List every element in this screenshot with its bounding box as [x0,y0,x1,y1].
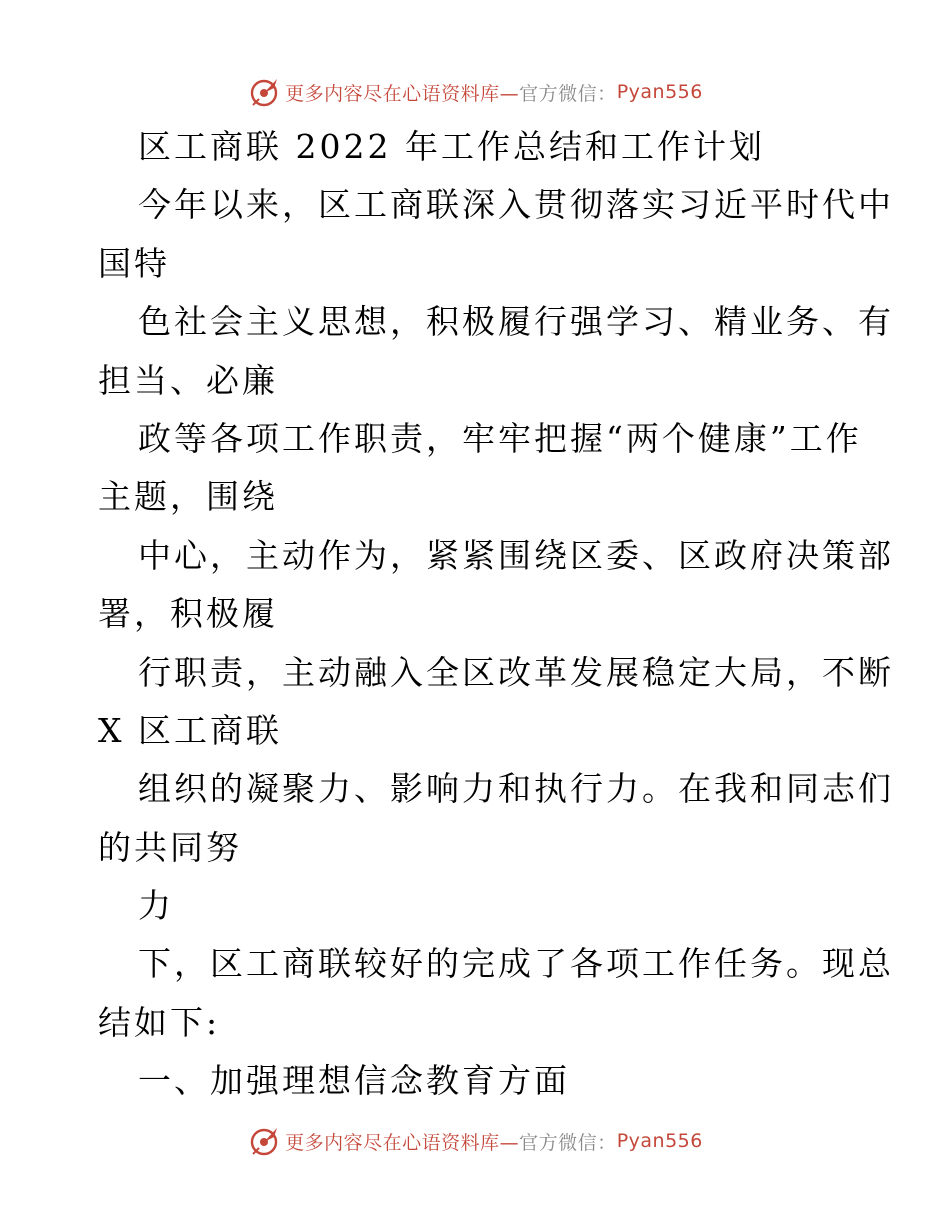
document-body [98,118,894,1111]
paragraph-line: 今年以来，区工商联深入贯彻落实习近平时代中 [138,185,894,225]
paragraph-line: X 区工商联 [98,710,282,750]
document-title: 区工商联 2022 年工作总结和工作计划 [138,127,765,166]
quill-seal-icon [247,75,281,109]
watermark-footer [0,1121,950,1161]
watermark-header [0,72,950,112]
watermark-text: 更多内容尽在心语资料库— [285,82,520,105]
quill-seal-icon [247,1124,281,1158]
paragraph-line: 行职责，主动融入全区改革发展稳定大局，不断 [138,652,894,692]
watermark-wechat-label: 官方微信： [519,1131,617,1154]
paragraph-line: 主题，围绕 [98,477,278,517]
paragraph-line: 政等各项工作职责，牢牢把握“两个健康”工作 [138,418,862,458]
watermark-text: 更多内容尽在心语资料库— [285,1131,520,1154]
paragraph-line: 中心，主动作为，紧紧围绕区委、区政府决策部 [138,535,894,575]
paragraph-line: 国特 [98,243,170,283]
paragraph-line: 力 [138,886,174,926]
watermark-wechat-id: Pyan556 [616,81,703,103]
watermark-wechat-label: 官方微信： [519,82,617,105]
paragraph-line: 色社会主义思想，积极履行强学习、精业务、有 [138,302,894,342]
paragraph-line: 署，积极履 [98,594,278,634]
watermark-wechat-id: Pyan556 [616,1130,703,1152]
paragraph-line: 的共同努 [98,827,242,867]
paragraph-line: 结如下: [98,1002,221,1042]
section-heading: 一、加强理想信念教育方面 [138,1061,570,1101]
paragraph-line: 组织的凝聚力、影响力和执行力。在我和同志们 [138,769,894,809]
paragraph-line: 下，区工商联较好的完成了各项工作任务。现总 [138,944,894,984]
paragraph-line: 担当、必廉 [98,360,278,400]
